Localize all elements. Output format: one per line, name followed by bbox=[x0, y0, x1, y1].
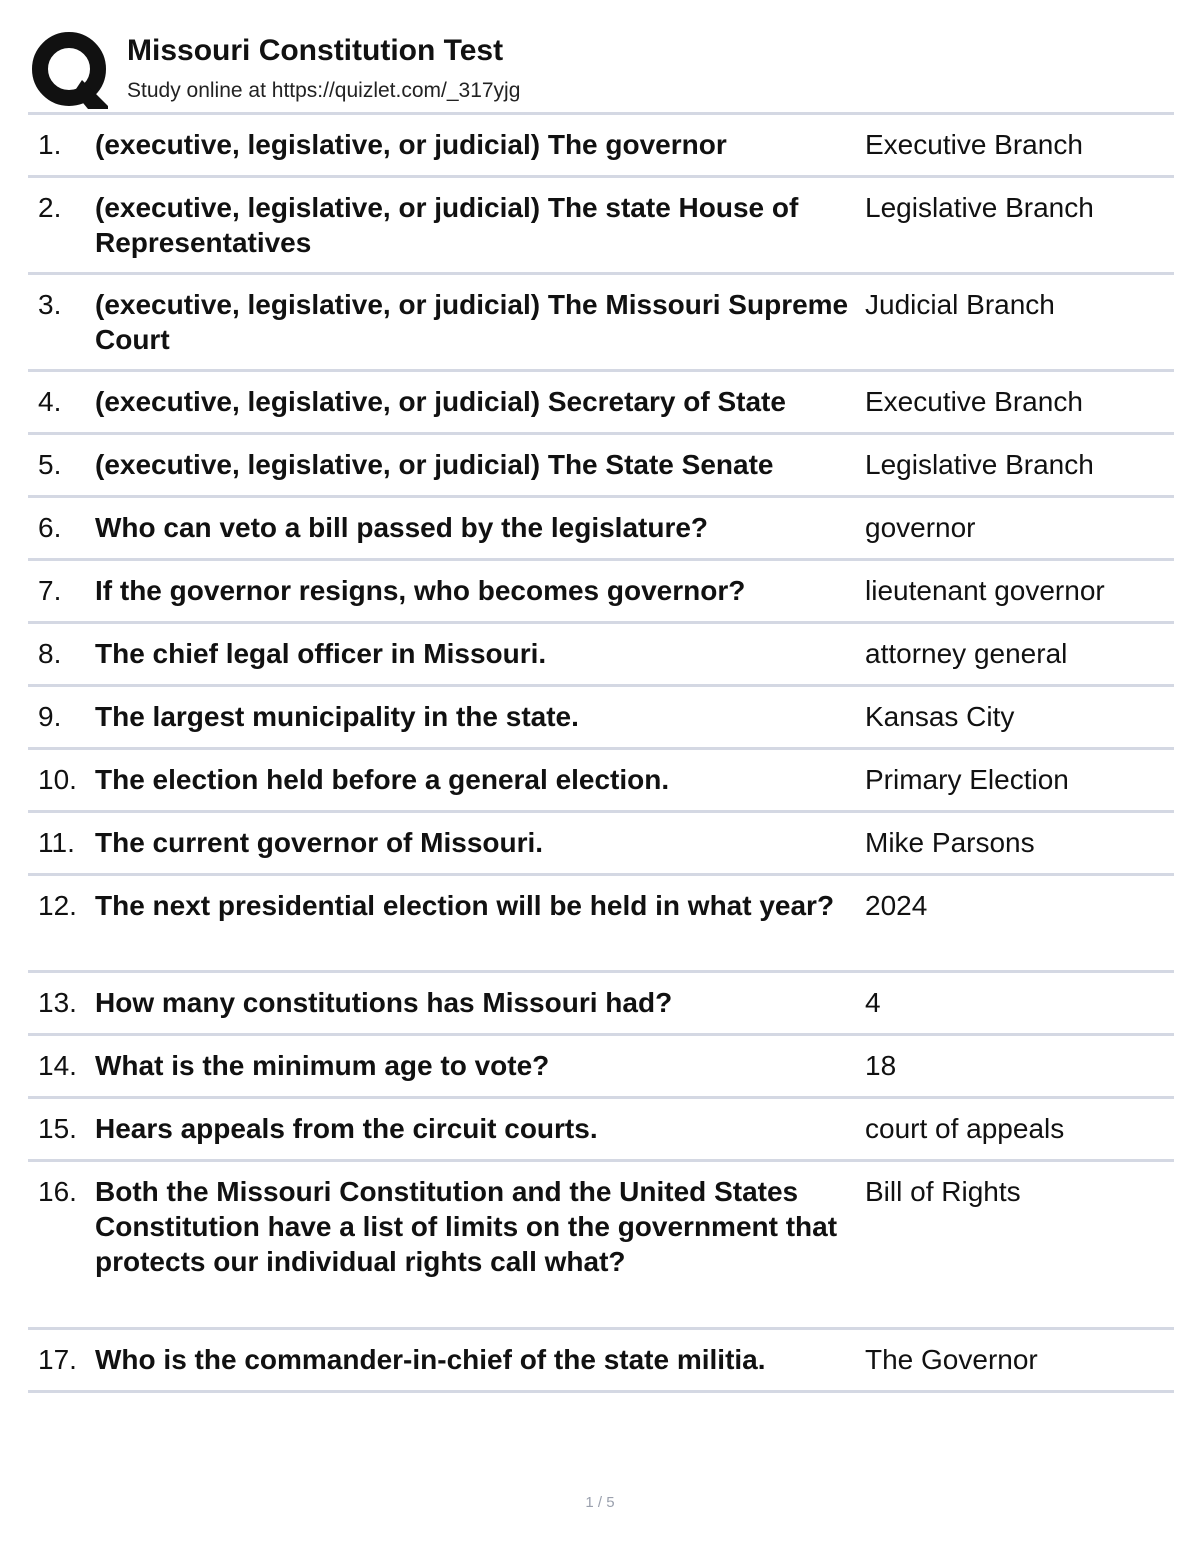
study-link[interactable]: Study online at https://quizlet.com/_317yjg bbox=[127, 79, 521, 102]
card-definition: Executive Branch bbox=[865, 129, 1083, 160]
card-definition: The Governor bbox=[865, 1344, 1038, 1375]
flashcard-row bbox=[28, 750, 1174, 813]
card-term: Both the Missouri Constitution and the United States Constitution have a list of limits on the government that protects our individual rights call what? bbox=[95, 1176, 838, 1277]
page-header bbox=[28, 28, 1178, 108]
flashcard-row bbox=[28, 813, 1174, 876]
card-definition: court of appeals bbox=[865, 1113, 1065, 1144]
flashcard-row bbox=[28, 372, 1174, 435]
quizlet-logo-icon bbox=[30, 32, 110, 112]
card-definition: Bill of Rights bbox=[865, 1176, 1021, 1207]
card-term: The election held before a general election. bbox=[95, 764, 670, 795]
flashcard-row bbox=[28, 973, 1174, 1036]
card-number: 1. bbox=[38, 129, 62, 160]
card-number: 8. bbox=[38, 638, 62, 669]
card-term: If the governor resigns, who becomes governor? bbox=[95, 575, 746, 606]
card-term: The largest municipality in the state. bbox=[95, 701, 579, 732]
flashcard-row bbox=[28, 435, 1174, 498]
card-term: The current governor of Missouri. bbox=[95, 827, 544, 858]
card-definition: attorney general bbox=[865, 638, 1068, 669]
card-number: 9. bbox=[38, 701, 62, 732]
flashcard-row bbox=[28, 561, 1174, 624]
card-term: (executive, legislative, or judicial) Secretary of State bbox=[95, 386, 786, 417]
card-number: 17. bbox=[38, 1344, 77, 1375]
card-definition: Kansas City bbox=[865, 701, 1015, 732]
card-definition: 18 bbox=[865, 1050, 897, 1081]
flashcard-row bbox=[28, 624, 1174, 687]
card-term: The next presidential election will be held in what year? bbox=[95, 890, 835, 921]
card-term: How many constitutions has Missouri had? bbox=[95, 987, 673, 1018]
card-term: Hears appeals from the circuit courts. bbox=[95, 1113, 598, 1144]
card-term: (executive, legislative, or judicial) The Missouri Supreme Court bbox=[95, 289, 849, 355]
card-number: 12. bbox=[38, 890, 77, 921]
card-number: 2. bbox=[38, 192, 62, 223]
card-definition: Mike Parsons bbox=[865, 827, 1035, 858]
card-term: (executive, legislative, or judicial) The state House of Representatives bbox=[95, 192, 799, 258]
card-definition: governor bbox=[865, 512, 976, 543]
flashcard-row bbox=[28, 115, 1174, 178]
flashcard-row bbox=[28, 1330, 1174, 1393]
card-definition: 4 bbox=[865, 987, 881, 1018]
card-number: 16. bbox=[38, 1176, 77, 1207]
card-term: What is the minimum age to vote? bbox=[95, 1050, 550, 1081]
card-number: 5. bbox=[38, 449, 62, 480]
card-term: (executive, legislative, or judicial) The governor bbox=[95, 129, 727, 160]
flashcard-row bbox=[28, 1036, 1174, 1099]
card-definition: Primary Election bbox=[865, 764, 1069, 795]
card-definition: Judicial Branch bbox=[865, 289, 1055, 320]
card-number: 11. bbox=[38, 827, 75, 858]
page-number: 1 / 5 bbox=[585, 1494, 615, 1511]
card-definition: Executive Branch bbox=[865, 386, 1083, 417]
card-number: 13. bbox=[38, 987, 77, 1018]
card-number: 15. bbox=[38, 1113, 77, 1144]
flashcard-row bbox=[28, 687, 1174, 750]
card-definition: lieutenant governor bbox=[865, 575, 1105, 606]
flashcard-list bbox=[28, 112, 1174, 1393]
card-definition: 2024 bbox=[865, 890, 928, 921]
card-number: 6. bbox=[38, 512, 62, 543]
flashcard-row bbox=[28, 178, 1174, 275]
card-number: 10. bbox=[38, 764, 77, 795]
card-number: 7. bbox=[38, 575, 62, 606]
card-number: 4. bbox=[38, 386, 62, 417]
card-definition: Legislative Branch bbox=[865, 449, 1094, 480]
page-title: Missouri Constitution Test bbox=[127, 34, 504, 67]
card-number: 14. bbox=[38, 1050, 77, 1081]
flashcard-row bbox=[28, 1099, 1174, 1162]
card-term: The chief legal officer in Missouri. bbox=[95, 638, 547, 669]
card-term: Who can veto a bill passed by the legislature? bbox=[95, 512, 709, 543]
flashcard-row bbox=[28, 1162, 1174, 1330]
card-term: Who is the commander-in-chief of the state militia. bbox=[95, 1344, 766, 1375]
card-definition: Legislative Branch bbox=[865, 192, 1094, 223]
flashcard-row bbox=[28, 275, 1174, 372]
card-number: 3. bbox=[38, 289, 62, 320]
flashcard-row bbox=[28, 498, 1174, 561]
flashcard-row bbox=[28, 876, 1174, 973]
card-term: (executive, legislative, or judicial) The State Senate bbox=[95, 449, 774, 480]
